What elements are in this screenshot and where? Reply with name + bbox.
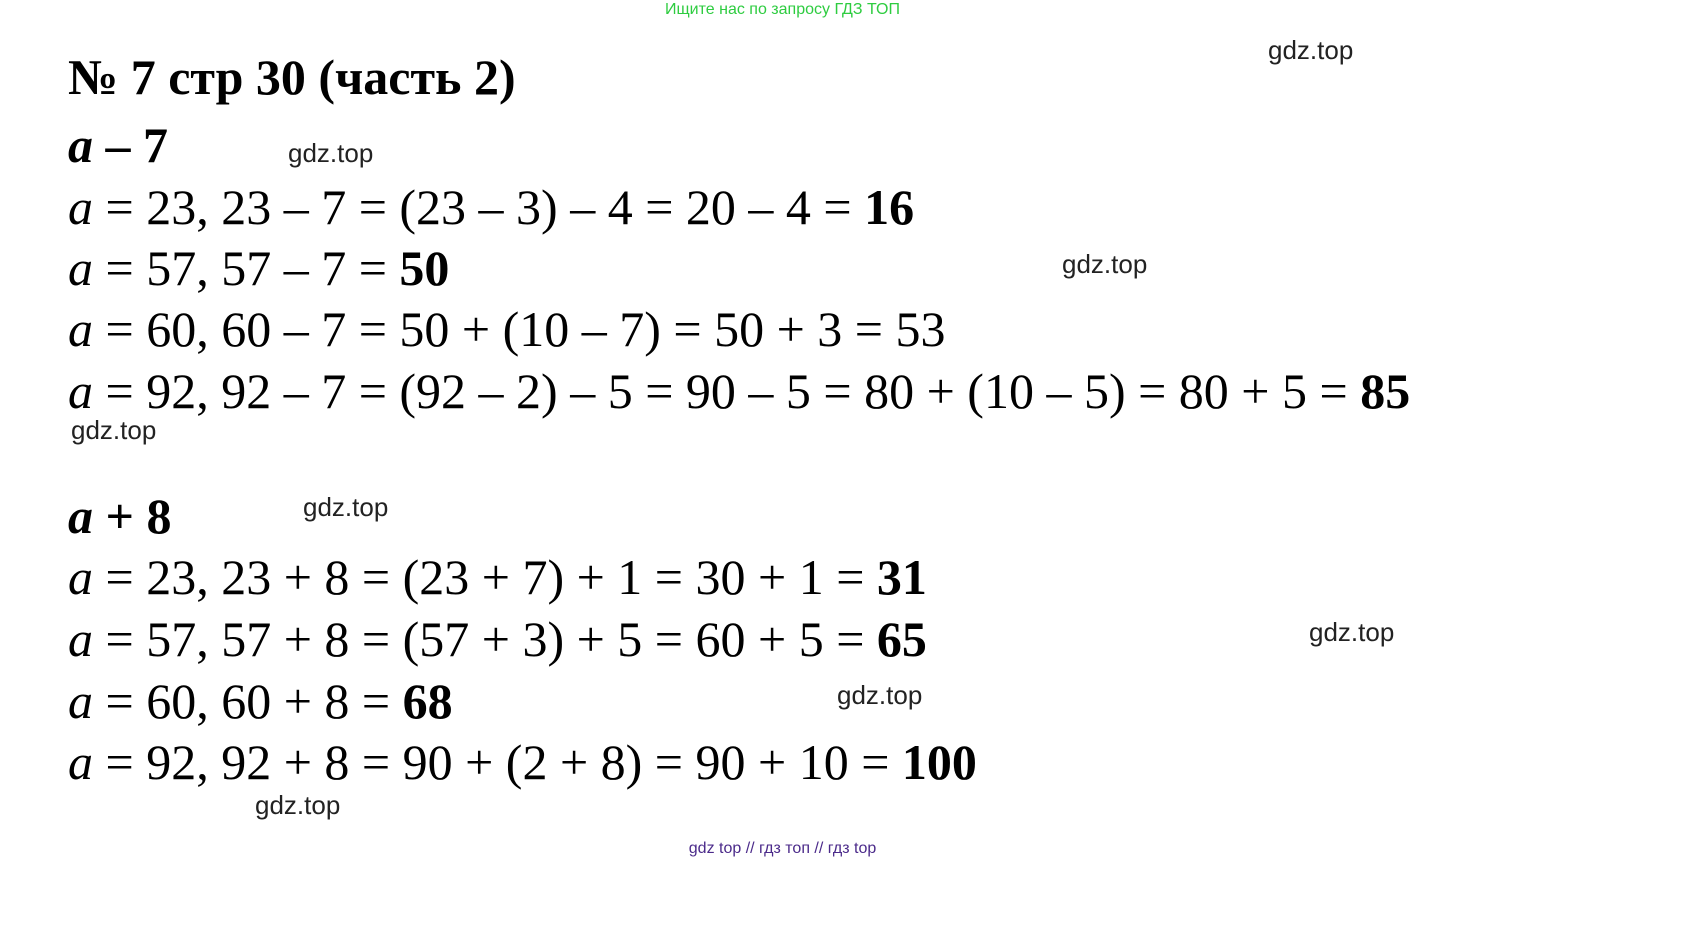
watermark: gdz.top: [837, 680, 923, 710]
equation-line: [68, 363, 1411, 419]
equation-variable: a: [68, 673, 93, 729]
watermark: gdz.top: [1268, 35, 1354, 65]
equation-answer: 100: [901, 734, 977, 790]
equation-line: [68, 734, 977, 790]
equation-line: [68, 179, 915, 235]
equation-expression: = 60, 60 + 8 =: [93, 673, 403, 729]
equation-variable: a: [68, 240, 93, 296]
section-heading-minus-7: [68, 117, 168, 173]
watermark: gdz.top: [303, 492, 389, 522]
equation-line: [68, 301, 946, 357]
equation-variable: a: [68, 611, 93, 667]
equation-expression: = 57, 57 – 7 =: [93, 240, 400, 296]
equation-expression: = 92, 92 + 8 = 90 + (2 + 8) = 90 + 10 =: [93, 734, 902, 790]
heading-operation: + 8: [93, 488, 172, 544]
equation-expression: = 57, 57 + 8 = (57 + 3) + 5 = 60 + 5 =: [93, 611, 877, 667]
equation-variable: a: [68, 549, 93, 605]
equation-expression: = 60, 60 – 7 = 50 + (10 – 7) = 50 + 3 = 53: [93, 301, 946, 357]
search-banner: Ищите нас по запросу ГДЗ ТОП: [665, 1, 900, 18]
heading-variable: a: [68, 117, 93, 173]
equation-answer: 65: [876, 611, 927, 667]
equation-answer: 50: [399, 240, 450, 296]
equation-expression: = 23, 23 – 7 = (23 – 3) – 4 = 20 – 4 =: [93, 179, 865, 235]
equation-line: [68, 611, 927, 667]
equation-line: [68, 240, 450, 296]
footer-links[interactable]: gdz top // гдз топ // гдз top: [688, 840, 877, 857]
page-title: № 7 стр 30 (часть 2): [68, 49, 516, 105]
equation-line: [68, 549, 927, 605]
equation-answer: 16: [864, 179, 915, 235]
equation-variable: a: [68, 301, 93, 357]
watermark: gdz.top: [1062, 249, 1148, 279]
equation-variable: a: [68, 363, 93, 419]
equation-variable: a: [68, 179, 93, 235]
equation-expression: = 23, 23 + 8 = (23 + 7) + 1 = 30 + 1 =: [93, 549, 877, 605]
equation-line: [68, 673, 453, 729]
equation-answer: 68: [402, 673, 453, 729]
watermark: gdz.top: [255, 790, 341, 820]
equation-answer: 85: [1360, 363, 1411, 419]
equation-variable: a: [68, 734, 93, 790]
equation-expression: = 92, 92 – 7 = (92 – 2) – 5 = 90 – 5 = 80 + (10 – 5) = 80 + 5 =: [93, 363, 1361, 419]
section-heading-plus-8: [68, 488, 172, 544]
heading-variable: a: [68, 488, 93, 544]
watermark: gdz.top: [1309, 617, 1395, 647]
watermark: gdz.top: [288, 138, 374, 168]
equation-answer: 31: [876, 549, 927, 605]
watermark: gdz.top: [71, 415, 157, 445]
heading-operation: – 7: [93, 117, 168, 173]
